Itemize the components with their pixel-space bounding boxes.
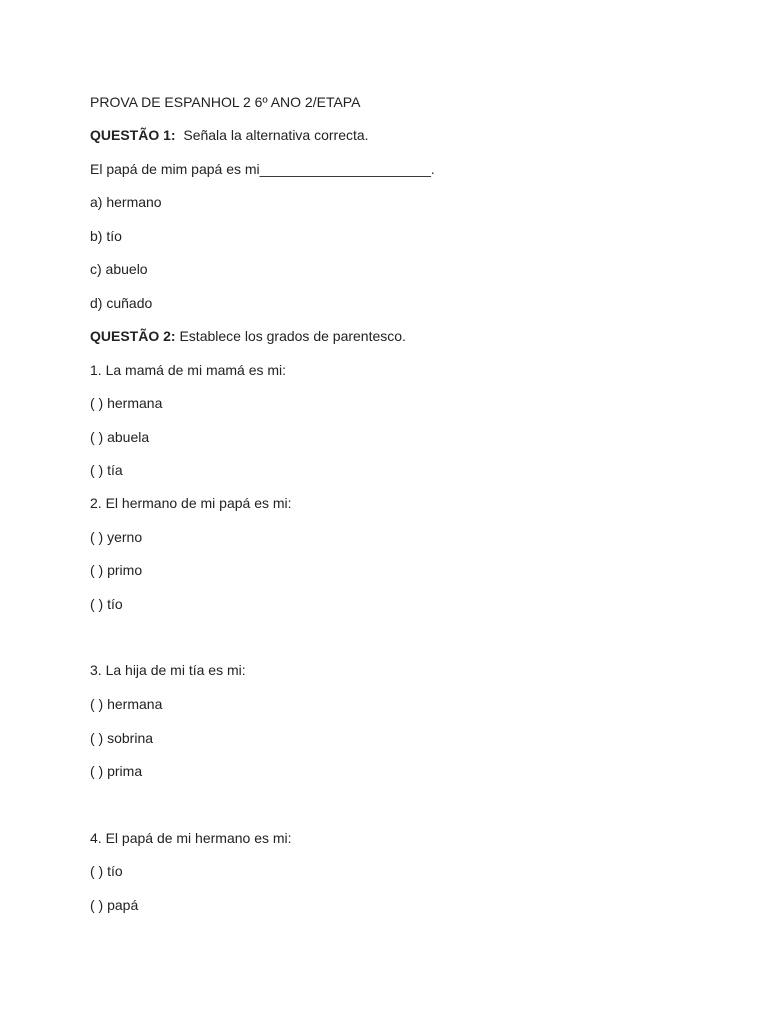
question-1-option-d: d) cuñado (90, 295, 153, 311)
item-3-prompt: 3. La hija de mi tía es mi: (90, 662, 246, 678)
item-4-option: ( ) tío (90, 863, 123, 879)
item-1-option: ( ) abuela (90, 429, 150, 445)
question-1-option-b: b) tío (90, 228, 122, 244)
question-2-heading (90, 327, 406, 345)
item-3-option: ( ) prima (90, 763, 143, 779)
item-3-option: ( ) sobrina (90, 730, 154, 746)
item-2-option: ( ) primo (90, 562, 143, 578)
item-3-option: ( ) hermana (90, 696, 163, 712)
item-1-option: ( ) tía (90, 462, 123, 478)
question-2-instruction: Establece los grados de parentesco. (175, 328, 406, 344)
question-1-option-c: c) abuelo (90, 261, 148, 277)
item-2-prompt: 2. El hermano de mi papá es mi: (90, 495, 292, 511)
item-1-option: ( ) hermana (90, 395, 163, 411)
question-1-label: QUESTÃO 1: (90, 127, 176, 143)
question-1-instruction: Señala la alternativa correcta. (175, 127, 369, 143)
item-2-option: ( ) tío (90, 596, 123, 612)
document-title: PROVA DE ESPANHOL 2 6º ANO 2/ETAPA (90, 94, 361, 110)
item-1-prompt: 1. La mamá de mi mamá es mi: (90, 362, 287, 378)
question-1-option-a: a) hermano (90, 194, 162, 210)
item-4-option: ( ) papá (90, 897, 139, 913)
item-4-prompt: 4. El papá de mi hermano es mi: (90, 830, 292, 846)
item-2-option: ( ) yerno (90, 529, 143, 545)
question-1-heading (90, 126, 369, 144)
question-2-label: QUESTÃO 2: (90, 328, 176, 344)
question-1-prompt: El papá de mim papá es mi______________________. (90, 161, 435, 177)
